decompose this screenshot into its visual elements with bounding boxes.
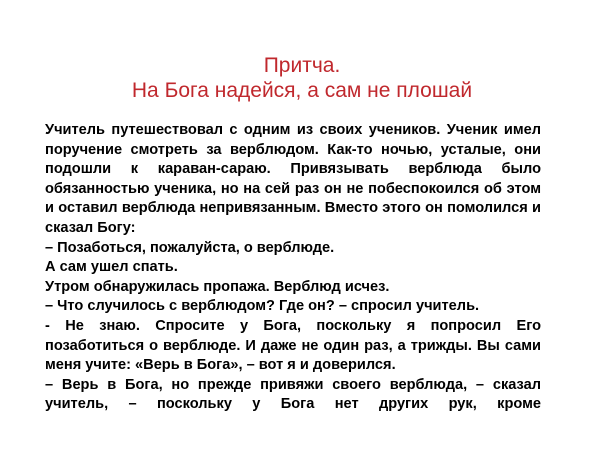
paragraph-sleep: А сам ушел спать. [45, 259, 178, 276]
paragraph-question: – Что случилось с верблюдом? Где он? – спросил учитель. [45, 298, 480, 315]
title-line-1: Притча. [263, 54, 341, 77]
paragraph-request: – Позаботься, пожалуйста, о верблюде. [45, 239, 335, 256]
paragraph-intro: Учитель путешествовал с одним из своих учеников. Ученик имел поручение смотреть за верблюдом. Как-то ночью, усталые, они подошли к караван-сараю. Привязывать верблюда было обязанностью ученика, но на сей раз он не побеспокоился об этом и оставил верблюда непривязанным. Вместо этого он помолился и сказал Богу: [45, 122, 541, 236]
paragraph-morning: Утром обнаружилась пропажа. Верблюд исчез. [45, 278, 390, 295]
paragraph-moral: – Верь в Бога, но прежде привяжи своего верблюда, – сказал учитель, – поскольку у Бога нет других рук, кроме [45, 376, 541, 413]
title-line-2: На Бога надейся, а сам не плошай [131, 79, 473, 102]
paragraph-answer: - Не знаю. Спросите у Бога, поскольку я попросил Его позаботиться о верблюде. И даже не один раз, а трижды. Вы сами меня учите: «Верь в Бога», – вот я и доверился. [45, 317, 541, 374]
parable-text [45, 121, 541, 415]
